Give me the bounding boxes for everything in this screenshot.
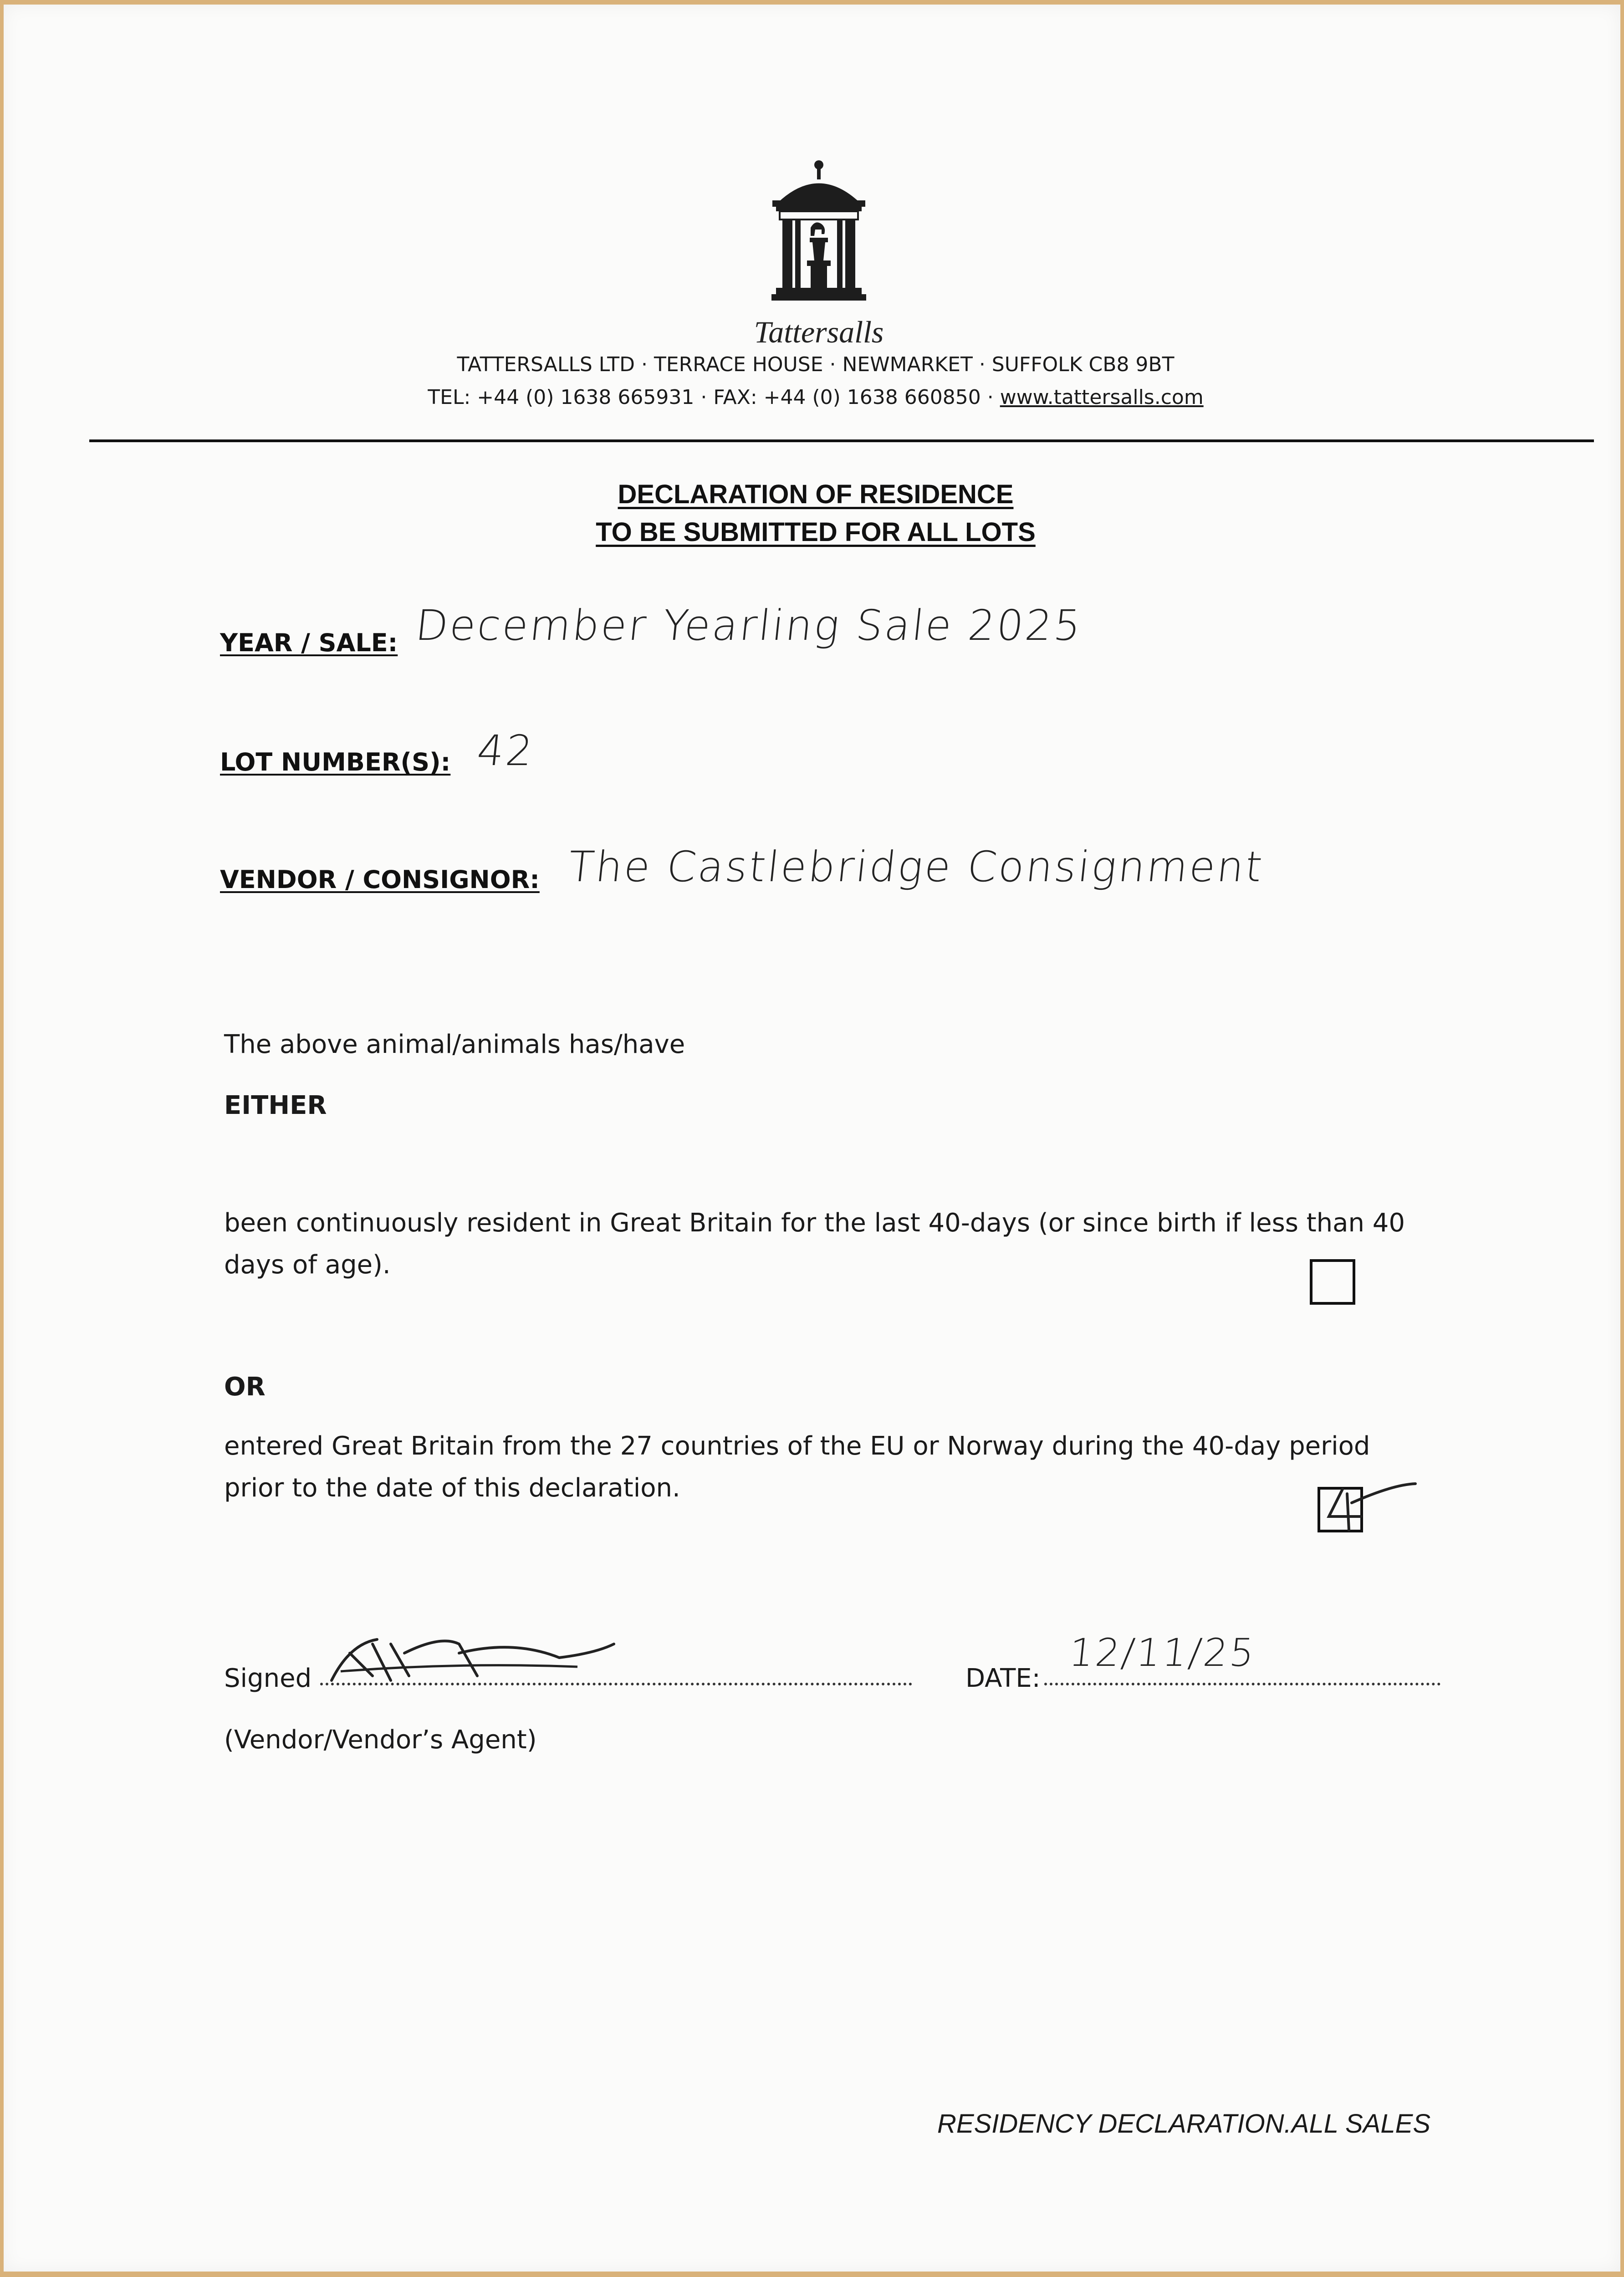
vendor-value[interactable]: The Castlebridge Consignment (566, 842, 1267, 891)
date-value[interactable]: 12/11/25 (1067, 1630, 1258, 1675)
signatory-role: (Vendor/Vendor’s Agent) (224, 1725, 537, 1755)
year-sale-label: YEAR / SALE: (220, 628, 398, 657)
checkmark-icon (1311, 1475, 1420, 1539)
option1-line1: been continuously resident in Great Britain for the last 40-days (or since birth if less than 40 (224, 1208, 1405, 1238)
form-title: DECLARATION OF RESIDENCE (618, 480, 1014, 509)
lot-number-label: LOT NUMBER(S): (220, 748, 451, 776)
option1-checkbox[interactable] (1310, 1259, 1355, 1305)
brand-name: Tattersalls (754, 315, 884, 349)
year-sale-value[interactable]: December Yearling Sale 2025 (413, 601, 1085, 650)
option2-text (224, 1425, 1454, 1509)
website-link[interactable]: www.tattersalls.com (1000, 386, 1204, 409)
tattersalls-logo-icon (760, 155, 878, 319)
date-label: DATE: (965, 1664, 1041, 1693)
header-divider (89, 439, 1594, 442)
signed-label: Signed (224, 1664, 312, 1693)
company-address: TATTERSALLS LTD · TERRACE HOUSE · NEWMARKET · SUFFOLK CB8 9BT (457, 353, 1175, 376)
lot-number-value[interactable]: 42 (475, 726, 537, 775)
vendor-label: VENDOR / CONSIGNOR: (220, 865, 540, 894)
option2-line1: entered Great Britain from the 27 countries of the EU or Norway during the 40-day period (224, 1431, 1370, 1461)
handwritten-signature[interactable] (322, 1626, 632, 1694)
or-label: OR (224, 1372, 266, 1402)
form-subtitle: TO BE SUBMITTED FOR ALL LOTS (596, 517, 1036, 547)
either-label: EITHER (224, 1091, 327, 1120)
document-page (4, 5, 1620, 2272)
date-line (1044, 1683, 1440, 1685)
phone-fax: TEL: +44 (0) 1638 665931 · FAX: +44 (0) 1638 660850 · (428, 386, 1000, 409)
footer-reference: RESIDENCY DECLARATION.ALL SALES (937, 2109, 1431, 2139)
option1-text (224, 1202, 1454, 1286)
declaration-intro: The above animal/animals has/have (224, 1030, 685, 1059)
option1-line2: days of age). (224, 1250, 391, 1280)
contact-line (4, 386, 1624, 409)
option2-line2: prior to the date of this declaration. (224, 1473, 680, 1503)
